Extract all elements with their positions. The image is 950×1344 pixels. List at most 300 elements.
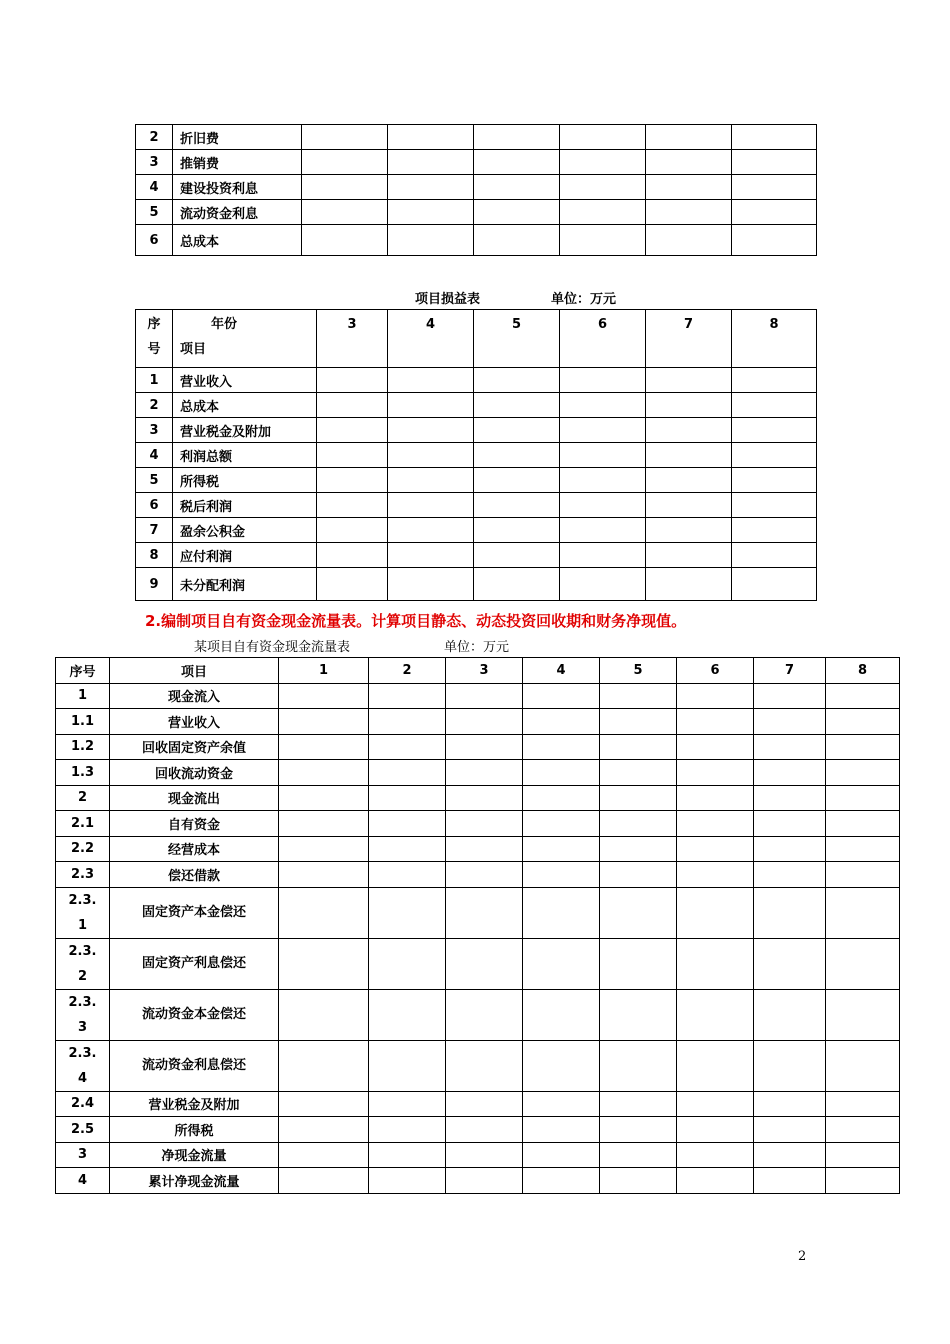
row-item: 营业税金及附加	[173, 418, 317, 443]
empty-cell	[646, 493, 732, 518]
empty-cell	[826, 760, 900, 786]
empty-cell	[474, 368, 560, 393]
empty-cell	[754, 989, 826, 1040]
row-item: 现金流入	[110, 683, 279, 709]
empty-cell	[732, 543, 817, 568]
empty-cell	[560, 518, 646, 543]
row-no: 3	[56, 1142, 110, 1168]
row-no: 1	[136, 368, 173, 393]
table-row	[56, 862, 900, 888]
empty-cell	[317, 543, 388, 568]
cashflow-table-title: 某项目自有资金现金流量表	[194, 640, 351, 655]
empty-cell	[732, 150, 817, 175]
income-table-unit: 单位：万元	[551, 292, 617, 307]
empty-cell	[826, 785, 900, 811]
empty-cell	[600, 1040, 677, 1091]
empty-cell	[600, 1091, 677, 1117]
header-no-cell	[136, 310, 173, 368]
row-no: 5	[136, 468, 173, 493]
table-row	[56, 836, 900, 862]
empty-cell	[754, 1168, 826, 1194]
empty-cell	[523, 989, 600, 1040]
empty-cell	[388, 568, 474, 601]
empty-cell	[369, 836, 446, 862]
empty-cell	[560, 543, 646, 568]
income-table-body	[136, 368, 817, 601]
row-item: 流动资金利息	[173, 200, 302, 225]
row-no: 9	[136, 568, 173, 601]
empty-cell	[600, 887, 677, 938]
year-header: 6	[677, 658, 754, 684]
empty-cell	[826, 1142, 900, 1168]
empty-cell	[523, 1168, 600, 1194]
empty-cell	[826, 811, 900, 837]
empty-cell	[369, 938, 446, 989]
empty-cell	[388, 543, 474, 568]
empty-cell	[560, 200, 646, 225]
header-diagonal-cell	[173, 310, 317, 368]
empty-cell	[677, 887, 754, 938]
empty-cell	[560, 393, 646, 418]
row-no: 2.4	[56, 1091, 110, 1117]
empty-cell	[677, 734, 754, 760]
row-no: 2.2	[56, 836, 110, 862]
row-no: 4	[136, 443, 173, 468]
empty-cell	[732, 418, 817, 443]
empty-cell	[302, 175, 388, 200]
empty-cell	[279, 938, 369, 989]
year-header: 5	[600, 658, 677, 684]
row-no: 2.5	[56, 1117, 110, 1143]
empty-cell	[446, 862, 523, 888]
row-no: 2	[56, 785, 110, 811]
empty-cell	[317, 418, 388, 443]
table-row	[136, 225, 817, 256]
empty-cell	[523, 709, 600, 735]
empty-cell	[369, 734, 446, 760]
table-row	[136, 418, 817, 443]
row-no: 2	[136, 125, 173, 150]
header-item-label: 项目	[180, 342, 207, 357]
empty-cell	[317, 468, 388, 493]
empty-cell	[826, 1040, 900, 1091]
empty-cell	[474, 443, 560, 468]
row-item: 建设投资利息	[173, 175, 302, 200]
row-item: 回收固定资产余值	[110, 734, 279, 760]
empty-cell	[317, 393, 388, 418]
empty-cell	[677, 989, 754, 1040]
empty-cell	[369, 1091, 446, 1117]
empty-cell	[600, 683, 677, 709]
empty-cell	[446, 887, 523, 938]
row-item: 营业税金及附加	[110, 1091, 279, 1117]
empty-cell	[826, 836, 900, 862]
empty-cell	[474, 175, 560, 200]
empty-cell	[388, 393, 474, 418]
income-table-title: 项目损益表	[415, 292, 481, 307]
empty-cell	[523, 785, 600, 811]
empty-cell	[826, 709, 900, 735]
empty-cell	[523, 760, 600, 786]
empty-cell	[446, 1142, 523, 1168]
row-no: 6	[136, 225, 173, 256]
row-no	[56, 989, 110, 1040]
empty-cell	[600, 734, 677, 760]
header-no-bottom: 号	[147, 342, 161, 357]
table-row	[56, 1091, 900, 1117]
empty-cell	[646, 125, 732, 150]
empty-cell	[279, 1091, 369, 1117]
empty-cell	[560, 125, 646, 150]
empty-cell	[279, 989, 369, 1040]
row-item: 经营成本	[110, 836, 279, 862]
table-row	[56, 1040, 900, 1091]
row-no: 4	[136, 175, 173, 200]
empty-cell	[600, 1117, 677, 1143]
cashflow-table	[55, 657, 900, 1194]
empty-cell	[732, 200, 817, 225]
section-heading: 2.编制项目自有资金现金流量表。计算项目静态、动态投资回收期和财务净现值。	[145, 612, 687, 630]
empty-cell	[446, 989, 523, 1040]
empty-cell	[369, 683, 446, 709]
empty-cell	[474, 518, 560, 543]
row-item: 营业收入	[110, 709, 279, 735]
empty-cell	[369, 1117, 446, 1143]
empty-cell	[600, 989, 677, 1040]
empty-cell	[388, 175, 474, 200]
empty-cell	[279, 1142, 369, 1168]
empty-cell	[646, 368, 732, 393]
empty-cell	[446, 1091, 523, 1117]
empty-cell	[279, 785, 369, 811]
empty-cell	[754, 1117, 826, 1143]
empty-cell	[317, 518, 388, 543]
empty-cell	[446, 709, 523, 735]
empty-cell	[317, 368, 388, 393]
empty-cell	[388, 150, 474, 175]
row-no-line1: 2.3.	[68, 994, 97, 1010]
empty-cell	[754, 836, 826, 862]
row-no-line1: 2.3.	[68, 1045, 97, 1061]
row-item: 盈余公积金	[173, 518, 317, 543]
empty-cell	[388, 493, 474, 518]
empty-cell	[826, 989, 900, 1040]
empty-cell	[302, 200, 388, 225]
row-item: 所得税	[173, 468, 317, 493]
table-row	[56, 938, 900, 989]
header-year-label: 年份	[211, 317, 238, 332]
row-item: 总成本	[173, 393, 317, 418]
row-no: 3	[136, 150, 173, 175]
empty-cell	[474, 225, 560, 256]
row-no-line1: 2.3.	[68, 892, 97, 908]
empty-cell	[646, 175, 732, 200]
row-item: 偿还借款	[110, 862, 279, 888]
empty-cell	[646, 418, 732, 443]
year-header: 8	[826, 658, 900, 684]
page-number: 2	[798, 1249, 807, 1264]
year-header: 2	[369, 658, 446, 684]
row-item: 未分配利润	[173, 568, 317, 601]
table-row	[136, 175, 817, 200]
income-table-header	[136, 310, 817, 368]
year-header: 4	[523, 658, 600, 684]
empty-cell	[754, 1091, 826, 1117]
empty-cell	[732, 393, 817, 418]
empty-cell	[826, 862, 900, 888]
empty-cell	[600, 709, 677, 735]
table-row	[56, 887, 900, 938]
row-no-line2: 4	[77, 1070, 88, 1086]
empty-cell	[279, 1168, 369, 1194]
empty-cell	[677, 709, 754, 735]
empty-cell	[523, 887, 600, 938]
empty-cell	[369, 989, 446, 1040]
year-header: 6	[560, 310, 646, 368]
header-no: 序号	[56, 658, 110, 684]
empty-cell	[732, 125, 817, 150]
table-row	[136, 468, 817, 493]
empty-cell	[523, 683, 600, 709]
empty-cell	[677, 1168, 754, 1194]
empty-cell	[279, 734, 369, 760]
row-item: 现金流出	[110, 785, 279, 811]
empty-cell	[646, 568, 732, 601]
row-no: 1.1	[56, 709, 110, 735]
table-row	[136, 543, 817, 568]
empty-cell	[446, 811, 523, 837]
row-no-line2: 1	[77, 917, 88, 933]
table-row	[56, 989, 900, 1040]
year-header: 7	[646, 310, 732, 368]
empty-cell	[646, 468, 732, 493]
empty-cell	[279, 887, 369, 938]
row-no-line2: 2	[77, 968, 88, 984]
empty-cell	[474, 150, 560, 175]
empty-cell	[646, 200, 732, 225]
empty-cell	[369, 785, 446, 811]
income-table	[135, 309, 817, 601]
empty-cell	[677, 862, 754, 888]
empty-cell	[279, 683, 369, 709]
empty-cell	[600, 760, 677, 786]
empty-cell	[388, 200, 474, 225]
empty-cell	[369, 709, 446, 735]
table-row	[136, 568, 817, 601]
table-row	[56, 785, 900, 811]
row-no: 1.3	[56, 760, 110, 786]
row-item: 固定资产本金偿还	[110, 887, 279, 938]
empty-cell	[646, 443, 732, 468]
empty-cell	[732, 518, 817, 543]
empty-cell	[677, 1142, 754, 1168]
empty-cell	[600, 811, 677, 837]
table-row	[136, 150, 817, 175]
empty-cell	[826, 1168, 900, 1194]
empty-cell	[474, 468, 560, 493]
empty-cell	[732, 225, 817, 256]
empty-cell	[646, 150, 732, 175]
empty-cell	[523, 1142, 600, 1168]
year-header: 5	[474, 310, 560, 368]
row-no: 4	[56, 1168, 110, 1194]
empty-cell	[446, 1040, 523, 1091]
table-row	[136, 443, 817, 468]
row-item: 净现金流量	[110, 1142, 279, 1168]
row-item: 自有资金	[110, 811, 279, 837]
row-item: 流动资金本金偿还	[110, 989, 279, 1040]
empty-cell	[474, 493, 560, 518]
empty-cell	[600, 938, 677, 989]
empty-cell	[388, 125, 474, 150]
year-header: 7	[754, 658, 826, 684]
row-item: 所得税	[110, 1117, 279, 1143]
empty-cell	[560, 225, 646, 256]
row-no	[56, 887, 110, 938]
empty-cell	[826, 1091, 900, 1117]
row-item: 营业收入	[173, 368, 317, 393]
empty-cell	[754, 938, 826, 989]
empty-cell	[732, 368, 817, 393]
empty-cell	[600, 1168, 677, 1194]
empty-cell	[754, 734, 826, 760]
row-no: 8	[136, 543, 173, 568]
empty-cell	[754, 760, 826, 786]
empty-cell	[677, 1091, 754, 1117]
empty-cell	[677, 683, 754, 709]
table-row	[56, 1168, 900, 1194]
year-header: 3	[446, 658, 523, 684]
empty-cell	[279, 760, 369, 786]
empty-cell	[677, 811, 754, 837]
empty-cell	[474, 125, 560, 150]
empty-cell	[474, 418, 560, 443]
empty-cell	[754, 1142, 826, 1168]
empty-cell	[732, 175, 817, 200]
table-row	[56, 1142, 900, 1168]
table-row	[56, 1117, 900, 1143]
empty-cell	[732, 468, 817, 493]
empty-cell	[523, 811, 600, 837]
empty-cell	[446, 734, 523, 760]
empty-cell	[369, 760, 446, 786]
row-no: 1	[56, 683, 110, 709]
row-no: 1.2	[56, 734, 110, 760]
empty-cell	[523, 1040, 600, 1091]
empty-cell	[369, 1040, 446, 1091]
empty-cell	[677, 938, 754, 989]
table-row	[56, 760, 900, 786]
empty-cell	[826, 887, 900, 938]
table-row	[56, 811, 900, 837]
empty-cell	[388, 368, 474, 393]
empty-cell	[523, 938, 600, 989]
empty-cell	[646, 543, 732, 568]
empty-cell	[446, 1168, 523, 1194]
empty-cell	[523, 836, 600, 862]
row-no-line2: 3	[77, 1019, 88, 1035]
empty-cell	[279, 709, 369, 735]
row-item: 税后利润	[173, 493, 317, 518]
header-item: 项目	[110, 658, 279, 684]
table-row	[56, 683, 900, 709]
row-item: 流动资金利息偿还	[110, 1040, 279, 1091]
empty-cell	[523, 1117, 600, 1143]
empty-cell	[317, 443, 388, 468]
year-header: 8	[732, 310, 817, 368]
empty-cell	[474, 200, 560, 225]
empty-cell	[560, 368, 646, 393]
year-header: 1	[279, 658, 369, 684]
empty-cell	[523, 734, 600, 760]
row-item: 应付利润	[173, 543, 317, 568]
empty-cell	[279, 811, 369, 837]
empty-cell	[826, 683, 900, 709]
row-item: 回收流动资金	[110, 760, 279, 786]
empty-cell	[646, 393, 732, 418]
empty-cell	[446, 683, 523, 709]
empty-cell	[646, 225, 732, 256]
cashflow-table-unit: 单位：万元	[444, 640, 510, 655]
empty-cell	[732, 443, 817, 468]
empty-cell	[446, 836, 523, 862]
empty-cell	[560, 468, 646, 493]
cashflow-table-body	[56, 683, 900, 1193]
empty-cell	[560, 175, 646, 200]
empty-cell	[279, 836, 369, 862]
row-no-line1: 2.3.	[68, 943, 97, 959]
table-row	[136, 125, 817, 150]
empty-cell	[369, 811, 446, 837]
header-no-top: 序	[147, 317, 161, 332]
year-header: 3	[317, 310, 388, 368]
row-item: 总成本	[173, 225, 302, 256]
row-no: 5	[136, 200, 173, 225]
row-no: 3	[136, 418, 173, 443]
empty-cell	[388, 468, 474, 493]
empty-cell	[523, 862, 600, 888]
empty-cell	[369, 862, 446, 888]
empty-cell	[646, 518, 732, 543]
empty-cell	[826, 734, 900, 760]
empty-cell	[388, 518, 474, 543]
empty-cell	[754, 811, 826, 837]
empty-cell	[369, 887, 446, 938]
empty-cell	[388, 443, 474, 468]
row-no: 7	[136, 518, 173, 543]
empty-cell	[560, 493, 646, 518]
empty-cell	[302, 125, 388, 150]
empty-cell	[677, 1117, 754, 1143]
empty-cell	[560, 150, 646, 175]
row-item: 累计净现金流量	[110, 1168, 279, 1194]
cashflow-table-header	[56, 658, 900, 684]
empty-cell	[317, 493, 388, 518]
empty-cell	[560, 568, 646, 601]
cost-table-body	[136, 125, 817, 256]
table-row	[136, 200, 817, 225]
row-no: 2.1	[56, 811, 110, 837]
empty-cell	[754, 862, 826, 888]
empty-cell	[600, 1142, 677, 1168]
empty-cell	[279, 1040, 369, 1091]
cost-table	[135, 124, 817, 256]
empty-cell	[302, 225, 388, 256]
empty-cell	[369, 1142, 446, 1168]
table-row	[136, 368, 817, 393]
empty-cell	[754, 1040, 826, 1091]
empty-cell	[754, 887, 826, 938]
